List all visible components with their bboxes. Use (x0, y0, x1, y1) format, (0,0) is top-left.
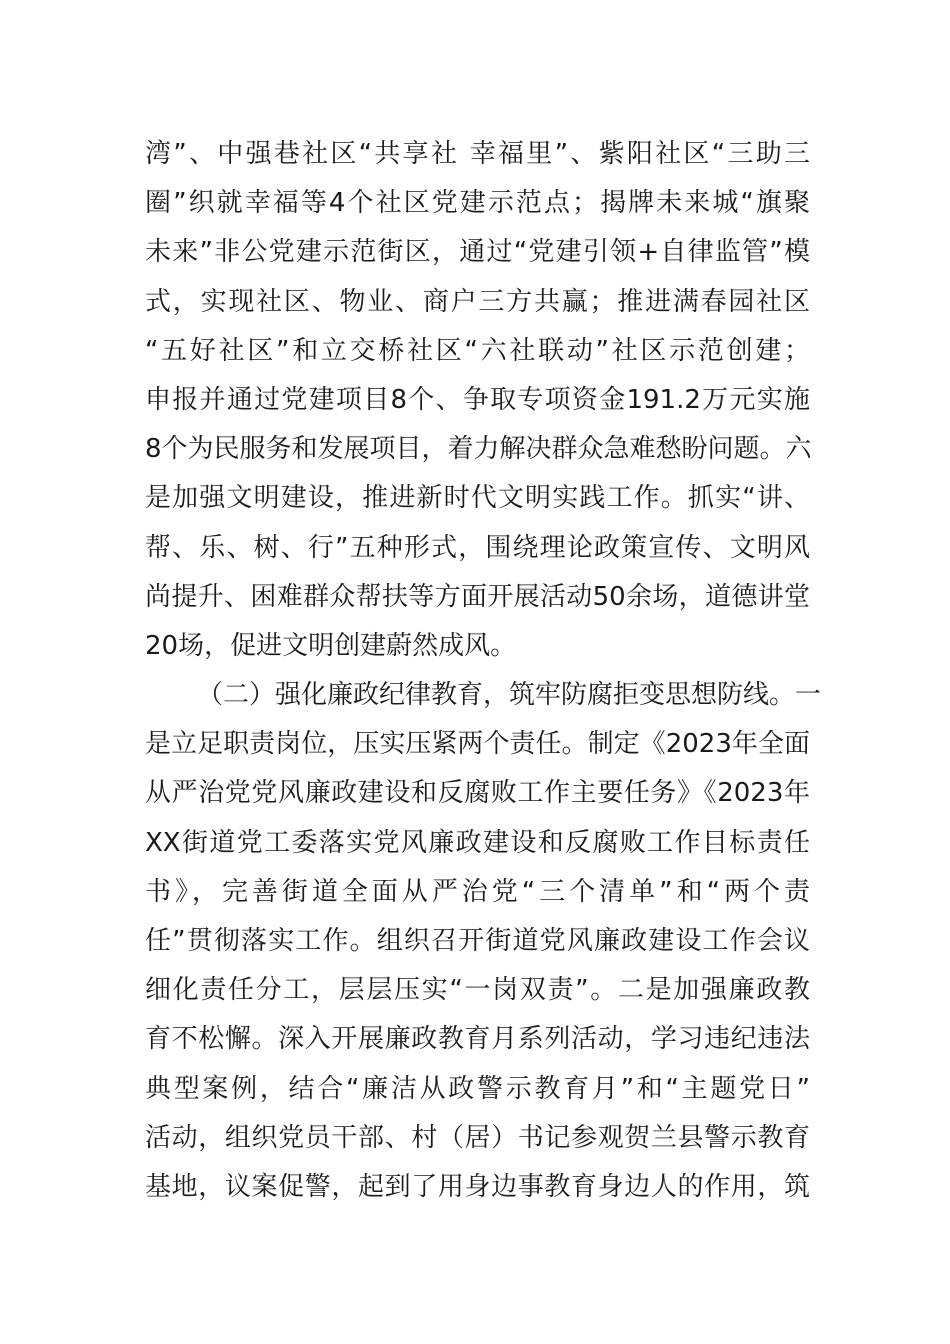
text-line: 活动，组织党员干部、村（居）书记参观贺兰县警示教育 (145, 1122, 810, 1153)
body-text (145, 130, 822, 1212)
text-line: XX街道党工委落实党风廉政建设和反腐败工作目标责任 (145, 827, 810, 858)
text-line: 书》，完善街道全面从严治党“三个清单”和“两个责 (145, 876, 810, 907)
text-line: 20场，促进文明创建蔚然成风。 (145, 630, 517, 661)
text-line: 尚提升、困难群众帮扶等方面开展活动50余场，道德讲堂 (145, 581, 810, 612)
text-line: 是加强文明建设，推进新时代文明实践工作。抓实“讲、 (145, 483, 810, 514)
text-line: 典型案例，结合“廉洁从政警示教育月”和“主题党日” (145, 1073, 810, 1104)
text-line: 任”贯彻落实工作。组织召开街道党风廉政建设工作会议 (145, 926, 810, 956)
text-line: 是立足职责岗位，压实压紧两个责任。制定《2023年全面 (145, 729, 810, 760)
paragraph-2 (145, 671, 822, 1212)
text-line: 细化责任分工，层层压实“一岗双责”。二是加强廉政教 (145, 975, 810, 1006)
text-line: 湾”、中强巷社区“共享社 幸福里”、紫阳社区“三助三 (145, 139, 810, 169)
text-line: “五好社区”和立交桥社区“六社联动”社区示范创建； (145, 335, 810, 366)
text-line: 式，实现社区、物业、商户三方共赢；推进满春园社区 (145, 286, 810, 317)
text-line: 从严治党党风廉政建设和反腐败工作主要任务》《2023年 (145, 778, 810, 809)
text-line: 申报并通过党建项目8个、争取专项资金191.2万元实施 (145, 384, 810, 415)
text-line: 圈”织就幸福等4个社区党建示范点；揭牌未来城“旗聚 (145, 188, 810, 219)
section-heading-line: （二）强化廉政纪律教育，筑牢防腐拒变思想防线。一 (197, 680, 822, 711)
text-line: 帮、乐、树、行”五种形式，围绕理论政策宣传、文明风 (145, 532, 810, 563)
paragraph-1 (145, 130, 810, 671)
text-line: 育不松懈。深入开展廉政教育月系列活动，学习违纪违法 (145, 1024, 810, 1055)
text-line: 基地，议案促警，起到了用身边事教育身边人的作用，筑 (145, 1171, 810, 1202)
text-line: 未来”非公党建示范街区，通过“党建引领+自律监管”模 (145, 237, 810, 268)
text-line: 8个为民服务和发展项目，着力解决群众急难愁盼问题。六 (145, 434, 812, 465)
